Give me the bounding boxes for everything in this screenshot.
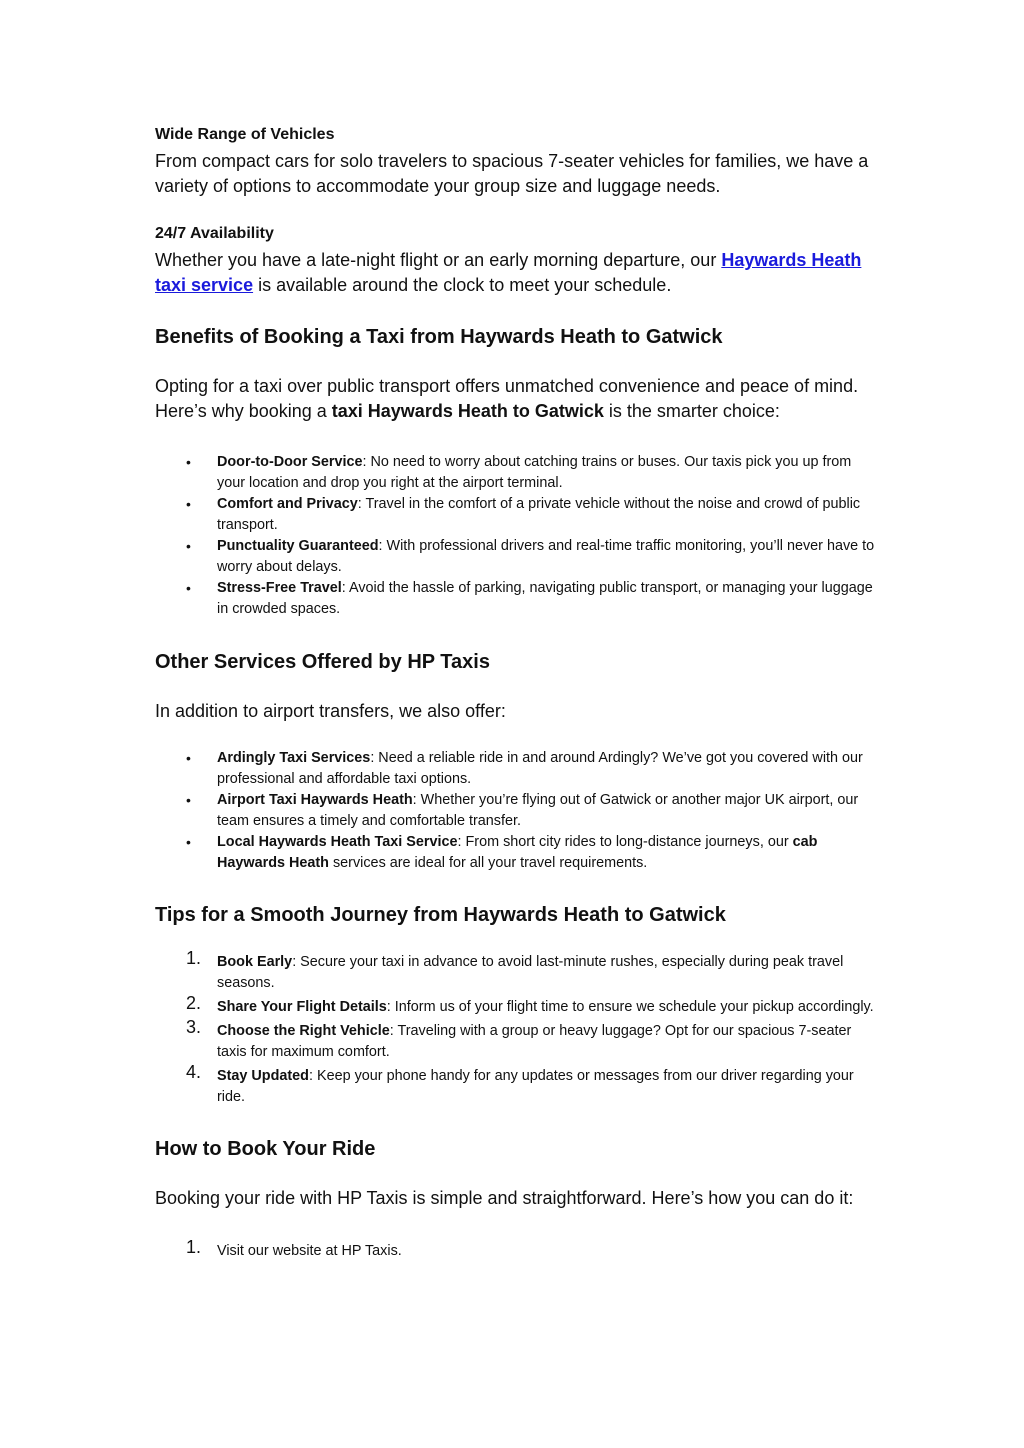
list-number: 3.: [186, 1017, 202, 1037]
list-item: [155, 993, 875, 1018]
haywards-heath-taxi-service-link[interactable]: Haywards Heath taxi service: [155, 250, 862, 295]
booking-heading: How to Book Your Ride: [155, 1138, 376, 1160]
service-text: : From short city rides to long-distance journeys, our: [457, 834, 793, 850]
list-item: [155, 748, 875, 790]
list-item: [155, 452, 875, 494]
bullet-icon: •: [186, 496, 191, 512]
availability-text: [155, 248, 875, 298]
tip-label: Stay Updated: [217, 1068, 309, 1084]
vehicles-text: From compact cars for solo travelers to spacious 7-seater vehicles for families, we have a variety of options to accommodate your group size and luggage needs.: [155, 151, 869, 196]
service-bold-phrase: cab Haywards Heath: [217, 834, 818, 871]
list-item: [155, 832, 875, 874]
benefit-label: Door-to-Door Service: [217, 454, 363, 470]
tip-text: : Secure your taxi in advance to avoid last-minute rushes, especially during peak travel seasons.: [217, 954, 844, 991]
document-page: [155, 124, 875, 1262]
availability-heading: 24/7 Availability: [155, 225, 274, 242]
list-item: [155, 790, 875, 832]
benefit-text: : With professional drivers and real-time traffic monitoring, you’ll never have to worry about delays.: [217, 538, 875, 575]
booking-list: [155, 1237, 875, 1262]
benefits-intro-bold: taxi Haywards Heath to Gatwick: [331, 401, 604, 421]
service-text: : Need a reliable ride in and around Ardingly? We’ve got you covered with our professional and affordable taxi options.: [217, 750, 863, 787]
bullet-icon: •: [186, 454, 191, 470]
booking-step-text: Visit our website at HP Taxis.: [217, 1243, 402, 1259]
list-item: [155, 1237, 875, 1262]
bullet-icon: •: [186, 538, 191, 554]
benefits-intro-before: Opting for a taxi over public transport offers unmatched convenience and peace of mind. Here’s why booking a: [155, 376, 859, 421]
benefits-list: [155, 452, 875, 620]
tips-list: [155, 948, 875, 1108]
tips-heading: Tips for a Smooth Journey from Haywards Heath to Gatwick: [155, 904, 726, 926]
availability-text-before: Whether you have a late-night flight or an early morning departure, our: [155, 250, 722, 270]
service-text-tail: services are ideal for all your travel requirements.: [328, 855, 648, 871]
bullet-icon: •: [186, 834, 191, 850]
bullet-icon: •: [186, 750, 191, 766]
tip-text: : Traveling with a group or heavy luggage? Opt for our spacious 7-seater taxis for maximum comfort.: [217, 1023, 852, 1060]
bullet-icon: •: [186, 792, 191, 808]
list-number: 4.: [186, 1062, 202, 1082]
tip-label: Book Early: [217, 954, 293, 970]
booking-intro: Booking your ride with HP Taxis is simple and straightforward. Here’s how you can do it:: [155, 1188, 854, 1208]
benefit-text: : No need to worry about catching trains or buses. Our taxis pick you up from your location and drop you right at the airport terminal.: [217, 454, 852, 491]
availability-text-after: is available around the clock to meet your schedule.: [253, 275, 672, 295]
service-label: Local Haywards Heath Taxi Service: [217, 834, 458, 850]
tip-text: : Keep your phone handy for any updates or messages from our driver regarding your ride.: [217, 1068, 854, 1105]
tip-label: Share Your Flight Details: [217, 999, 387, 1015]
services-intro: In addition to airport transfers, we also offer:: [155, 701, 506, 721]
services-list: [155, 748, 875, 874]
list-number: 1.: [186, 1237, 202, 1257]
list-item: [155, 578, 875, 620]
benefit-text: : Avoid the hassle of parking, navigating public transport, or managing your luggage in crowded spaces.: [217, 580, 873, 617]
benefit-label: Comfort and Privacy: [217, 496, 358, 512]
benefit-text: : Travel in the comfort of a private vehicle without the noise and crowd of public transport.: [217, 496, 861, 533]
list-item: [155, 1062, 875, 1108]
benefits-heading: Benefits of Booking a Taxi from Haywards Heath to Gatwick: [155, 326, 723, 348]
list-item: [155, 1017, 875, 1063]
list-number: 1.: [186, 948, 202, 968]
benefit-label: Punctuality Guaranteed: [217, 538, 379, 554]
services-heading: Other Services Offered by HP Taxis: [155, 651, 490, 673]
bullet-icon: •: [186, 580, 191, 596]
vehicles-heading: Wide Range of Vehicles: [155, 126, 335, 143]
benefits-intro: [155, 374, 875, 424]
benefits-intro-after: is the smarter choice:: [603, 401, 780, 421]
tip-text: : Inform us of your flight time to ensure we schedule your pickup accordingly.: [386, 999, 874, 1015]
benefit-label: Stress-Free Travel: [217, 580, 342, 596]
list-item: [155, 494, 875, 536]
list-number: 2.: [186, 993, 202, 1013]
service-text: : Whether you’re flying out of Gatwick or another major UK airport, our team ensures a timely and comfortable transfer.: [217, 792, 859, 829]
service-label: Ardingly Taxi Services: [217, 750, 371, 766]
tip-label: Choose the Right Vehicle: [217, 1023, 390, 1039]
list-item: [155, 948, 875, 994]
list-item: [155, 536, 875, 578]
service-label: Airport Taxi Haywards Heath: [217, 792, 413, 808]
